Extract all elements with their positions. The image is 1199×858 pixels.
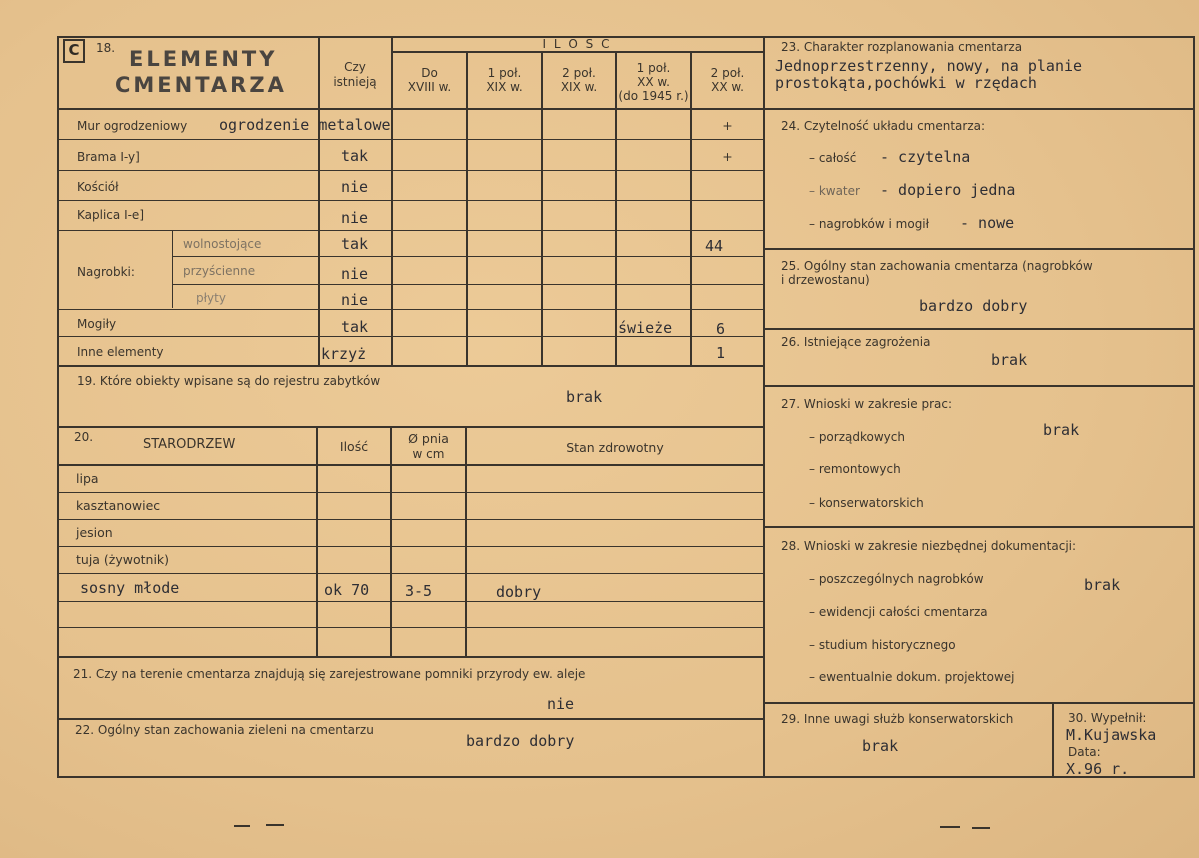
section-23-line1: Jednoprzestrzenny, nowy, na planie xyxy=(775,57,1083,75)
grid-line xyxy=(541,52,543,366)
section-29-label: 29. Inne uwagi służb konserwatorskich xyxy=(781,712,1014,726)
section-29-answer: brak xyxy=(862,737,899,755)
section-30-date: X.96 r. xyxy=(1066,760,1130,778)
col-stan-header: Stan zdrowotny xyxy=(566,440,664,455)
grid-line xyxy=(1052,702,1054,778)
grid-line xyxy=(57,108,765,110)
section-30-label: 30. Wypełnił: xyxy=(1068,711,1147,725)
period-label: 1 poł. xyxy=(636,61,671,75)
frame-line xyxy=(57,36,59,776)
col-pien-header-2: w cm xyxy=(412,447,445,461)
grid-line xyxy=(763,328,1195,330)
frame-line xyxy=(57,776,765,778)
col-ilosc-header: Ilość xyxy=(339,439,369,454)
row-inne-value: krzyż xyxy=(321,345,367,363)
section-26-label: 26. Istniejące zagrożenia xyxy=(781,335,931,349)
section-27-label: 27. Wnioski w zakresie prac: xyxy=(781,397,953,411)
grid-line xyxy=(763,108,1195,110)
section-24-item-label: – nagrobków i mogił xyxy=(809,217,930,231)
period-label: XIX w. xyxy=(560,80,598,94)
row-mogily-col5: 6 xyxy=(716,320,726,338)
grid-line xyxy=(172,256,765,257)
section-24-item-answer: - nowe xyxy=(960,214,1015,232)
grid-line xyxy=(391,51,763,53)
tree-row-label: kasztanowiec xyxy=(76,498,161,513)
section-24-label: 24. Czytelność układu cmentarza: xyxy=(781,119,986,133)
section-26-answer: brak xyxy=(991,351,1028,369)
grid-line xyxy=(763,385,1195,387)
row-kosciol-label: Kościół xyxy=(77,180,119,194)
grid-line xyxy=(763,526,1195,528)
tree-typed-stan: dobry xyxy=(496,583,542,601)
section-27-item: – remontowych xyxy=(809,462,901,476)
ilosc-header: I L O Ś Ć xyxy=(542,37,612,51)
row-plyty-value: nie xyxy=(341,291,369,309)
grid-line xyxy=(57,718,765,720)
grid-line xyxy=(172,284,765,285)
section-25-answer: bardzo dobry xyxy=(919,297,1028,315)
period-label: 2 poł. xyxy=(562,66,596,80)
tree-typed-ilosc: ok 70 xyxy=(324,581,370,599)
section-28-item: – ewidencji całości cmentarza xyxy=(809,605,988,619)
perforation-mark xyxy=(266,824,284,826)
row-plyty-label: płyty xyxy=(196,291,226,305)
row-mogily-value: tak xyxy=(341,318,369,336)
row-kaplica-value: nie xyxy=(341,209,369,227)
section-23-label: 23. Charakter rozplanowania cmentarza xyxy=(781,40,1023,54)
grid-line xyxy=(57,573,765,574)
frame-line xyxy=(763,36,1195,38)
row-mur-col5: + xyxy=(722,118,733,133)
section-18-number: 18. xyxy=(96,41,116,55)
perforation-mark xyxy=(234,825,250,827)
grid-line xyxy=(465,426,467,656)
grid-line xyxy=(57,656,765,658)
frame-line xyxy=(763,776,1195,778)
grid-line xyxy=(57,627,765,628)
section-20-number: 20. xyxy=(74,430,94,444)
row-brama-col5: + xyxy=(722,149,733,164)
row-wolnostojace-value: tak xyxy=(341,235,369,253)
perforation-mark xyxy=(972,827,990,829)
row-wolnostojace-label: wolnostojące xyxy=(183,237,262,251)
grid-line xyxy=(318,36,320,366)
row-mogily-label: Mogiły xyxy=(77,317,117,331)
period-label: XIX w. xyxy=(486,80,523,94)
section-30-name: M.Kujawska xyxy=(1066,726,1157,744)
grid-line xyxy=(57,426,765,428)
col-pien-header-1: Ø pnia xyxy=(408,431,449,446)
row-mur-typed: ogrodzenie metalowe xyxy=(219,116,391,134)
section-24-item-answer: - dopiero jedna xyxy=(880,181,1016,199)
row-brama-value: tak xyxy=(341,147,369,165)
period-label: (do 1945 r.) xyxy=(618,89,689,103)
grid-line xyxy=(57,601,765,602)
grid-line xyxy=(763,702,1195,704)
grid-line xyxy=(57,519,765,520)
grid-line xyxy=(172,230,173,308)
section-25-label-1: 25. Ogólny stan zachowania cmentarza (nagrobków xyxy=(781,259,1093,273)
grid-line xyxy=(690,52,692,366)
tree-typed-pien: 3-5 xyxy=(405,582,433,600)
period-label: XX w. xyxy=(637,75,670,89)
section-28-answer: brak xyxy=(1084,576,1121,594)
section-25-label-2: i drzewostanu) xyxy=(781,273,870,287)
tree-row-label: jesion xyxy=(76,525,113,540)
grid-line xyxy=(466,52,468,366)
grid-line xyxy=(57,546,765,547)
col-exists-header: Czy istnieją xyxy=(333,60,377,89)
period-label: XX w. xyxy=(711,80,744,94)
section-18-title-line2: CMENTARZA xyxy=(115,73,287,97)
tree-row-label: tuja (żywotnik) xyxy=(76,552,170,567)
frame-line xyxy=(1193,36,1195,778)
section-22-label: 22. Ogólny stan zachowania zieleni na cmentarzu xyxy=(75,723,374,737)
grid-line xyxy=(57,230,765,231)
row-inne-col5: 1 xyxy=(716,344,726,362)
grid-line xyxy=(57,170,765,171)
section-28-item: – studium historycznego xyxy=(809,638,956,652)
row-wolnostojace-col5: 44 xyxy=(705,237,724,255)
section-21-label: 21. Czy na terenie cmentarza znajdują się zarejestrowane pomniki przyrody ew. aleje xyxy=(73,667,586,681)
period-label: Do xyxy=(421,66,438,80)
grid-line xyxy=(57,309,765,310)
grid-line xyxy=(57,365,765,367)
perforation-mark xyxy=(940,826,960,828)
grid-line xyxy=(316,426,318,656)
period-label: 1 poł. xyxy=(487,66,522,80)
grid-line xyxy=(57,492,765,493)
section-23-line2: prostokąta,pochówki w rzędach xyxy=(775,74,1037,92)
section-24-item-answer: - czytelna xyxy=(880,148,971,166)
section-21-answer: nie xyxy=(547,695,575,713)
period-label: XVIII w. xyxy=(407,80,452,94)
category-box: C xyxy=(63,39,85,63)
section-19-label: 19. Które obiekty wpisane są do rejestru zabytków xyxy=(77,374,381,388)
row-przyscienne-label: przyścienne xyxy=(183,264,256,278)
tree-typed-name: sosny młode xyxy=(80,579,180,597)
grid-line xyxy=(57,200,765,201)
row-przyscienne-value: nie xyxy=(341,265,369,283)
tree-row-label: lipa xyxy=(76,471,99,486)
grid-line xyxy=(57,139,765,140)
section-19-answer: brak xyxy=(566,388,603,406)
frame-line xyxy=(763,36,765,778)
grid-line xyxy=(763,248,1195,250)
row-inne-label: Inne elementy xyxy=(77,345,164,359)
period-label: 2 poł. xyxy=(710,66,745,80)
section-27-answer: brak xyxy=(1043,421,1080,439)
row-mogily-col4: świeże xyxy=(618,319,673,337)
section-28-item: – poszczególnych nagrobków xyxy=(809,572,984,586)
row-kaplica-label: Kaplica I-e] xyxy=(77,208,144,222)
section-28-item: – ewentualnie dokum. projektowej xyxy=(809,670,1015,684)
row-mur-label: Mur ogrodzeniowy xyxy=(77,119,188,133)
section-18-title-line1: ELEMENTY xyxy=(129,47,278,71)
grid-line xyxy=(57,464,765,466)
section-24-item-label: – kwater xyxy=(809,184,860,198)
nagrobki-label: Nagrobki: xyxy=(77,265,135,279)
section-27-item: – porządkowych xyxy=(809,430,905,444)
section-20-title: STARODRZEW xyxy=(143,437,236,452)
section-30-date-label: Data: xyxy=(1068,745,1101,759)
section-22-answer: bardzo dobry xyxy=(466,732,575,750)
section-28-label: 28. Wnioski w zakresie niezbędnej dokumentacji: xyxy=(781,539,1077,553)
section-24-item-label: – całość xyxy=(809,151,857,165)
section-27-item: – konserwatorskich xyxy=(809,496,924,510)
row-brama-label: Brama I-y] xyxy=(77,150,140,164)
row-kosciol-value: nie xyxy=(341,178,369,196)
